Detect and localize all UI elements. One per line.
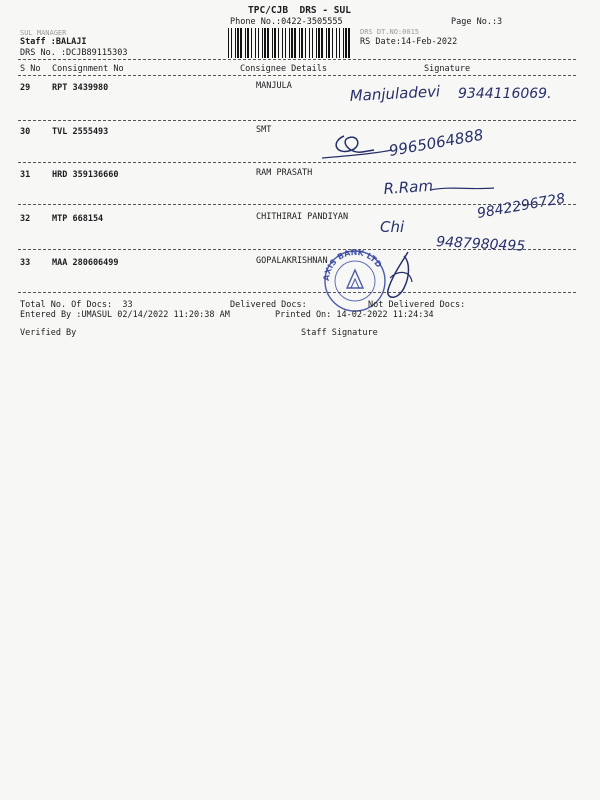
row-consignment-no: RPT 3439980 [52,83,109,93]
row-divider [18,120,576,121]
barcode-bar [332,28,333,58]
rs-date: RS Date:14-Feb-2022 [360,37,458,47]
barcode-bar [305,28,306,58]
row-sno: 30 [20,127,31,137]
barcode-bar [235,28,236,58]
row-phone-handwritten: 9487980495 [435,234,526,255]
barcode-bar [318,28,320,58]
delivered-docs: Delivered Docs: [230,300,307,310]
barcode-bar [321,28,323,58]
page-number: Page No.:3 [451,17,503,27]
barcode-bar [316,28,317,58]
row-divider [18,162,576,163]
divider [18,75,576,76]
stamp-text: AXIS BANK LTD [321,248,384,282]
row-consignee: CHITHIRAI PANDIYAN [256,212,349,222]
column-header-signature: Signature [424,64,471,74]
row-sno: 32 [20,214,31,224]
divider [18,59,576,60]
total-docs: Total No. Of Docs: 33 [20,300,133,310]
row-consignee: RAM PRASATH [256,168,313,178]
row-consignment-no: MAA 280606499 [52,258,119,268]
row-consignment-no: MTP 668154 [52,214,104,224]
barcode-bar [267,28,269,58]
row-divider [18,204,576,205]
barcode-bar [262,28,263,58]
row-consignment-no: TVL 2555493 [52,127,109,137]
branch-faint-text: SUL MANAGER [20,29,67,37]
barcode-bar [251,28,252,58]
barcode-bar [282,28,283,58]
row-signature-scribble [430,188,494,190]
row-consignee: MANJULA [256,81,292,91]
staff-signature: Staff Signature [301,328,378,338]
barcode-bar [272,28,273,58]
document-title: TPC/CJB DRS - SUL [248,5,351,16]
barcode-bar [240,28,242,58]
entered-by: Entered By :UMASUL 02/14/2022 11:20:38 AM [20,310,230,320]
row-phone-handwritten: 9965064888 [387,125,485,160]
barcode-bar [278,28,279,58]
barcode-bar [339,28,340,58]
row-signature-scribble [336,136,374,152]
barcode-bar [228,28,229,58]
row-divider [18,249,576,250]
row-signature: R.Ram [383,176,434,198]
column-header-consignment: Consignment No [52,64,124,74]
barcode-bar [326,28,327,58]
barcode-bar [264,28,266,58]
barcode-bar [289,28,290,58]
printed-on: Printed On: 14-02-2022 11:24:34 [275,310,434,320]
drs-top-number: DRS DT.NO:0015 [360,28,420,36]
row-consignee: SMT [256,125,272,135]
barcode-bar [309,28,310,58]
staff-name: Staff :BALAJI [20,37,87,47]
barcode-bar [237,28,239,58]
row-signature: Chi [380,218,405,236]
not-delivered-docs: Not Delivered Docs: [368,300,466,310]
barcode-bar [345,28,347,58]
row-sno: 31 [20,170,31,180]
verified-by: Verified By [20,328,77,338]
barcode-bar [301,28,303,58]
row-signature: Manjuladevi [349,82,441,105]
barcode-bar [299,28,300,58]
column-header-consignee: Consignee Details [240,64,327,74]
barcode-bar [247,28,249,58]
barcode [228,28,354,58]
phone-number: Phone No.:0422-3505555 [230,17,343,27]
barcode-bar [285,28,286,58]
barcode-bar [328,28,330,58]
row-signature-scribble [322,150,392,158]
barcode-bar [255,28,256,58]
barcode-bar [291,28,293,58]
row-consignment-no: HRD 359136660 [52,170,119,180]
drs-number: DRS No. :DCJB89115303 [20,48,128,58]
barcode-bar [258,28,259,58]
row-phone-handwritten: 9344116069. [458,86,552,102]
barcode-bar [312,28,313,58]
row-sno: 29 [20,83,31,93]
barcode-bar [274,28,276,58]
row-phone-handwritten: 9842296728 [475,190,567,222]
barcode-bar [343,28,344,58]
barcode-bar [336,28,337,58]
row-consignee: GOPALAKRISHNAN [256,256,328,266]
row-divider [18,292,576,293]
barcode-bar [348,28,350,58]
barcode-bar [231,28,232,58]
column-header-sno: S No [20,64,41,74]
row-sno: 33 [20,258,31,268]
barcode-bar [245,28,246,58]
barcode-bar [294,28,296,58]
